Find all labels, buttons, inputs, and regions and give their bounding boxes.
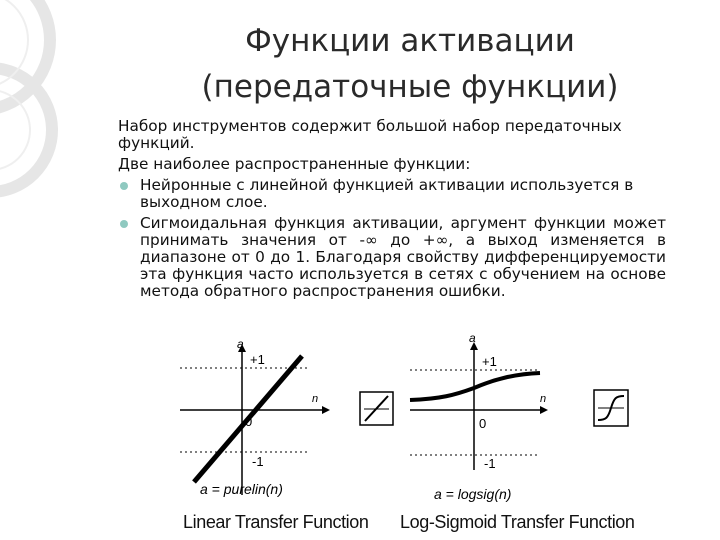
linear-x-arrow	[322, 406, 330, 414]
linear-plus1-label: +1	[250, 352, 265, 367]
sigmoid-minus1-label: -1	[484, 456, 496, 471]
linear-icon	[360, 392, 393, 425]
linear-axis-a: a	[237, 337, 244, 351]
sigmoid-axis-n: n	[540, 393, 547, 405]
title-line-1: Функции активации	[245, 23, 575, 59]
linear-minus1-label: -1	[252, 454, 264, 469]
sigmoid-caption: Log-Sigmoid Transfer Function	[400, 512, 635, 532]
bullet-2: Сигмоидальная функция активации, аргумент функции может принимать значения от -∞ до +∞, а выход изменяется в диапазоне от 0 до 1. Благодаря свойству дифференцируемости эта функция часто используется в сетях с обучением на основе метода обратного распространения ошибки.	[118, 215, 666, 300]
paragraph-1: Набор инструментов содержит большой набор передаточных функций.	[118, 117, 622, 152]
linear-formula: a = purelin(n)	[200, 481, 283, 497]
linear-zero-label: 0	[245, 414, 253, 429]
sigmoid-plot	[410, 331, 548, 502]
sigmoid-icon	[594, 390, 628, 426]
sigmoid-zero-label: 0	[479, 416, 487, 431]
bullet-1: Нейронные с линейной функцией активации используется в выходном слое.	[118, 177, 666, 211]
title-line-2: (передаточные функции)	[201, 69, 619, 105]
sigmoid-formula: a = logsig(n)	[434, 486, 512, 502]
sigmoid-plus1-label: +1	[482, 354, 497, 369]
paragraph-2: Две наиболее распространенные функции:	[118, 155, 471, 173]
linear-caption: Linear Transfer Function	[183, 512, 369, 532]
sigmoid-axis-a: a	[469, 331, 476, 345]
linear-axis-n: n	[312, 393, 319, 405]
sigmoid-x-arrow	[540, 406, 548, 414]
sigmoid-curve	[410, 373, 540, 400]
linear-plot	[180, 337, 330, 497]
